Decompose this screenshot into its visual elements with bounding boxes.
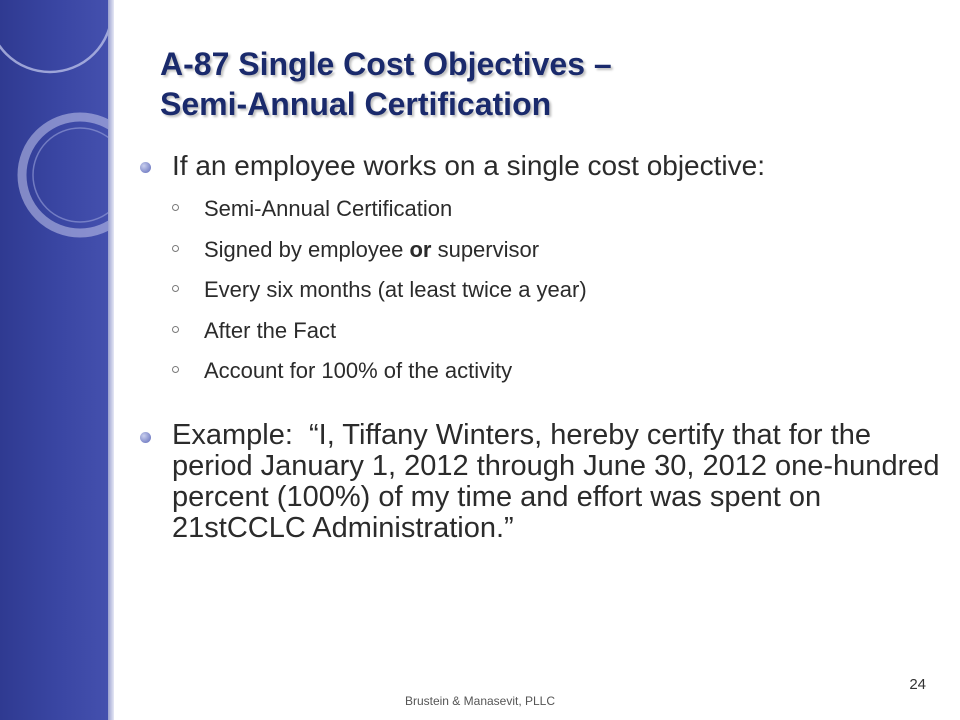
ring-bullet-icon xyxy=(172,285,179,292)
sub-bullet-text-pre: Signed by employee xyxy=(204,236,410,262)
sub-bullet xyxy=(172,189,940,230)
sub-bullet xyxy=(172,230,940,271)
ring-bullet-icon xyxy=(172,245,179,252)
circles-decoration xyxy=(0,0,108,720)
sub-bullet-text: After the Fact xyxy=(204,317,337,343)
title-line-2: Semi-Annual Certification xyxy=(160,86,552,122)
ring-bullet-icon xyxy=(172,326,179,333)
sub-bullet-text: Every six months (at least twice a year) xyxy=(204,277,587,302)
sub-bullet-list xyxy=(172,189,940,392)
sidebar-divider xyxy=(108,0,114,720)
bullet-text: If an employee works on a single cost objective: xyxy=(172,150,765,181)
sub-bullet-text-post: supervisor xyxy=(431,236,540,262)
sub-bullet-text: Semi-Annual Certification xyxy=(204,196,453,221)
title-line-1: A-87 Single Cost Objectives – xyxy=(160,46,612,82)
decorative-sidebar xyxy=(0,0,108,720)
sub-bullet xyxy=(172,311,940,352)
sub-bullet-bold-or: or xyxy=(409,236,432,262)
ring-bullet-icon xyxy=(172,366,179,373)
page-number: 24 xyxy=(909,676,926,693)
bullet-example xyxy=(140,418,948,544)
bullet-dot-icon xyxy=(140,162,151,173)
bullet-dot-icon xyxy=(140,432,151,443)
bullet-single-cost xyxy=(140,150,940,392)
footer-text: Brustein & Manasevit, PLLC xyxy=(404,694,556,708)
sub-bullet xyxy=(172,351,940,392)
ring-bullet-icon xyxy=(172,204,179,211)
sub-bullet xyxy=(172,270,940,311)
bullet-text: Example: “I, Tiffany Winters, hereby certify that for the period January 1, 2012 through June 30, 2012 one-hundred percent (100%) of my time and effort was spent on 21stCCLC Administration.” xyxy=(172,418,948,544)
sub-bullet-text: Account for 100% of the activity xyxy=(204,358,513,383)
slide-title xyxy=(160,44,920,124)
bullet-list xyxy=(140,150,948,544)
